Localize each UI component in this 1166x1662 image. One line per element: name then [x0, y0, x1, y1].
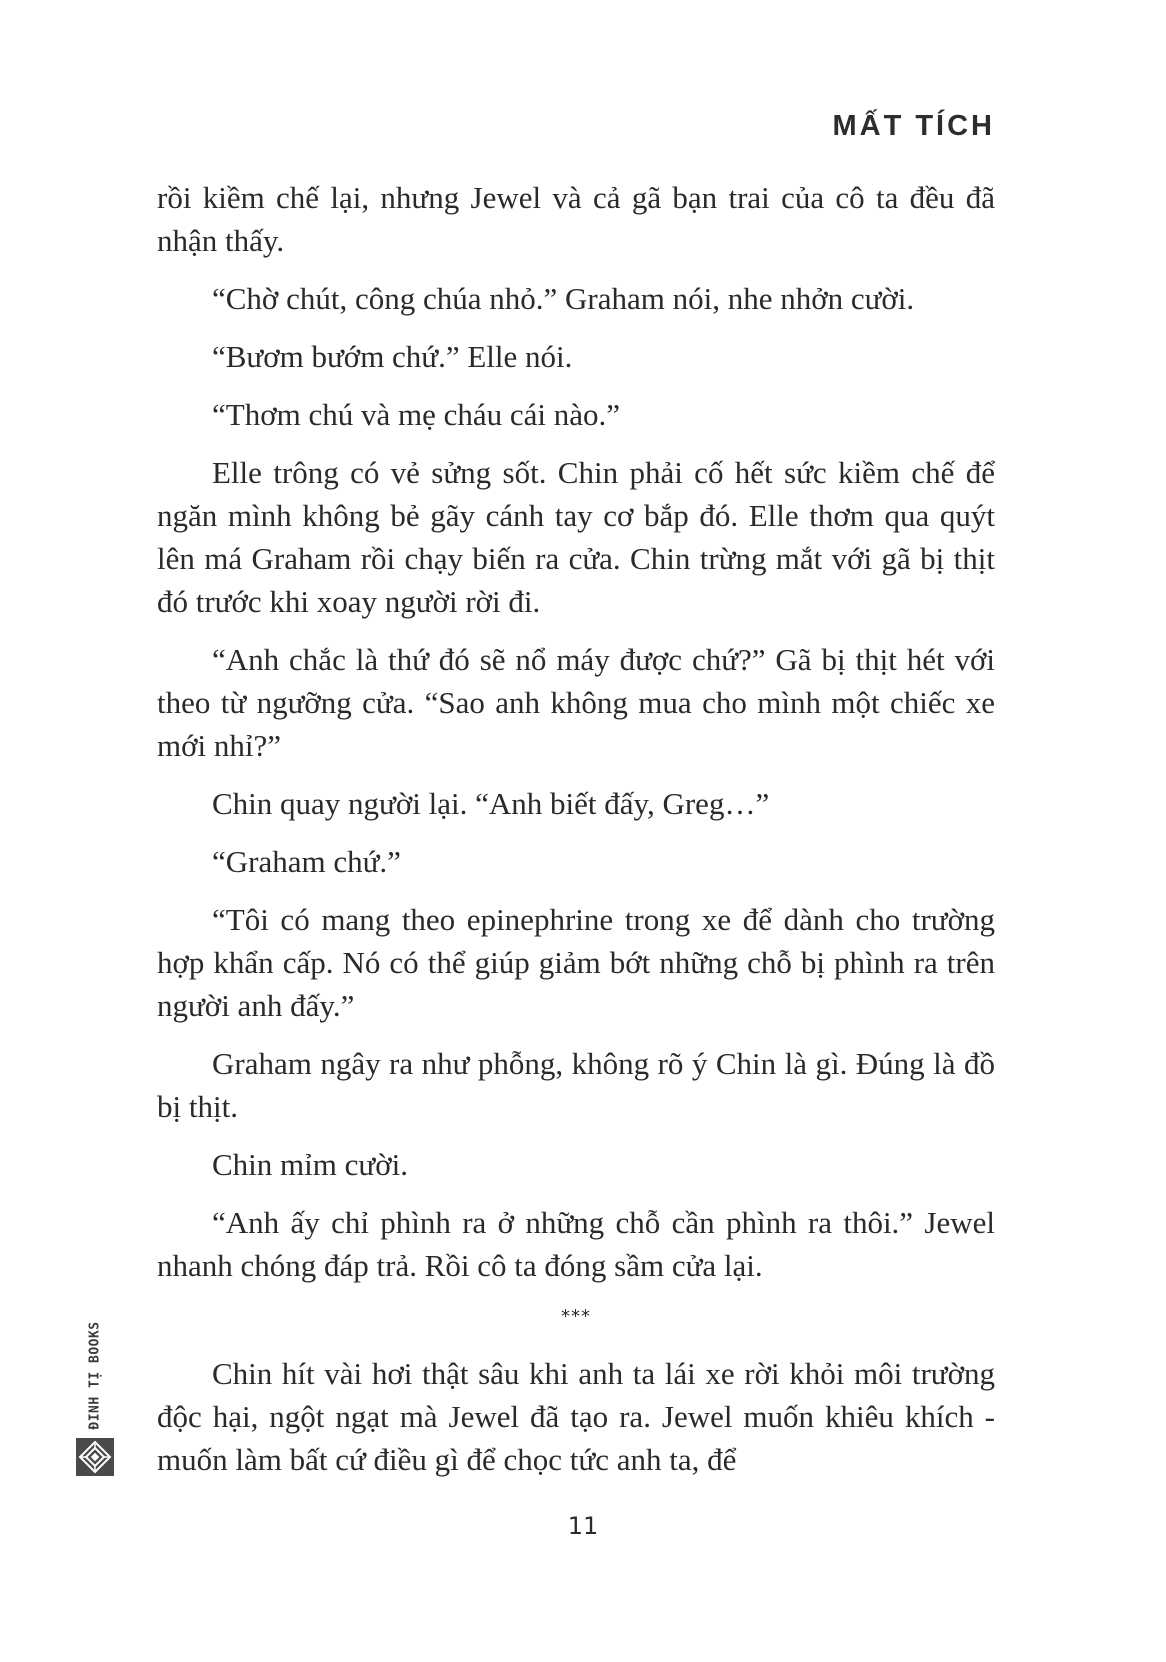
- publisher-name: ĐINH TỊ BOOKS: [87, 1320, 103, 1430]
- paragraph: rồi kiềm chế lại, nhưng Jewel và cả gã bạn trai của cô ta đều đã nhận thấy.: [157, 180, 995, 258]
- paragraph: Elle trông có vẻ sửng sốt. Chin phải cố hết sức kiềm chế để ngăn mình không bẻ gãy cánh tay cơ bắp đó. Elle thơm qua quýt lên má Graham rồi chạy biến ra cửa. Chin trừng mắt với gã bị thịt đó trước khi xoay người rời đi.: [157, 455, 995, 619]
- paragraph: “Tôi có mang theo epinephrine trong xe để dành cho trường hợp khẩn cấp. Nó có thể giúp giảm bớt những chỗ bị phình ra trên người anh đấy.”: [157, 902, 995, 1023]
- paragraph: “Chờ chút, công chúa nhỏ.” Graham nói, nhe nhởn cười.: [212, 281, 915, 316]
- scene-break: ***: [561, 1306, 591, 1327]
- paragraph: Graham ngây ra như phỗng, không rõ ý Chin là gì. Đúng là đồ bị thịt.: [157, 1046, 995, 1124]
- body-text: [157, 176, 995, 1496]
- paragraph: “Graham chứ.”: [212, 844, 401, 879]
- page-number: 11: [567, 1512, 599, 1540]
- publisher-mark: [72, 1320, 118, 1480]
- paragraph: “Anh chắc là thứ đó sẽ nổ máy được chứ?” Gã bị thịt hét với theo từ ngưỡng cửa. “Sao anh không mua cho mình một chiếc xe mới nhỉ?”: [157, 642, 995, 763]
- publisher-name-wrapper: [72, 1320, 118, 1430]
- paragraph: Chin quay người lại. “Anh biết đấy, Greg…”: [212, 786, 770, 821]
- paragraph: “Bươm bướm chứ.” Elle nói.: [212, 339, 573, 374]
- paragraph: “Thơm chú và mẹ cháu cái nào.”: [212, 397, 621, 432]
- running-header-title: MẤT TÍCH: [832, 110, 995, 142]
- dinh-ti-books-logo-icon: [76, 1438, 114, 1476]
- paragraph: “Anh ấy chỉ phình ra ở những chỗ cần phình ra thôi.” Jewel nhanh chóng đáp trả. Rồi cô ta đóng sầm cửa lại.: [157, 1205, 995, 1283]
- paragraph: Chin mỉm cười.: [212, 1147, 408, 1182]
- paragraph: Chin hít vài hơi thật sâu khi anh ta lái xe rời khỏi môi trường độc hại, ngột ngạt mà Jewel đã tạo ra. Jewel muốn khiêu khích - muốn làm bất cứ điều gì để chọc tức anh ta, để: [157, 1356, 995, 1477]
